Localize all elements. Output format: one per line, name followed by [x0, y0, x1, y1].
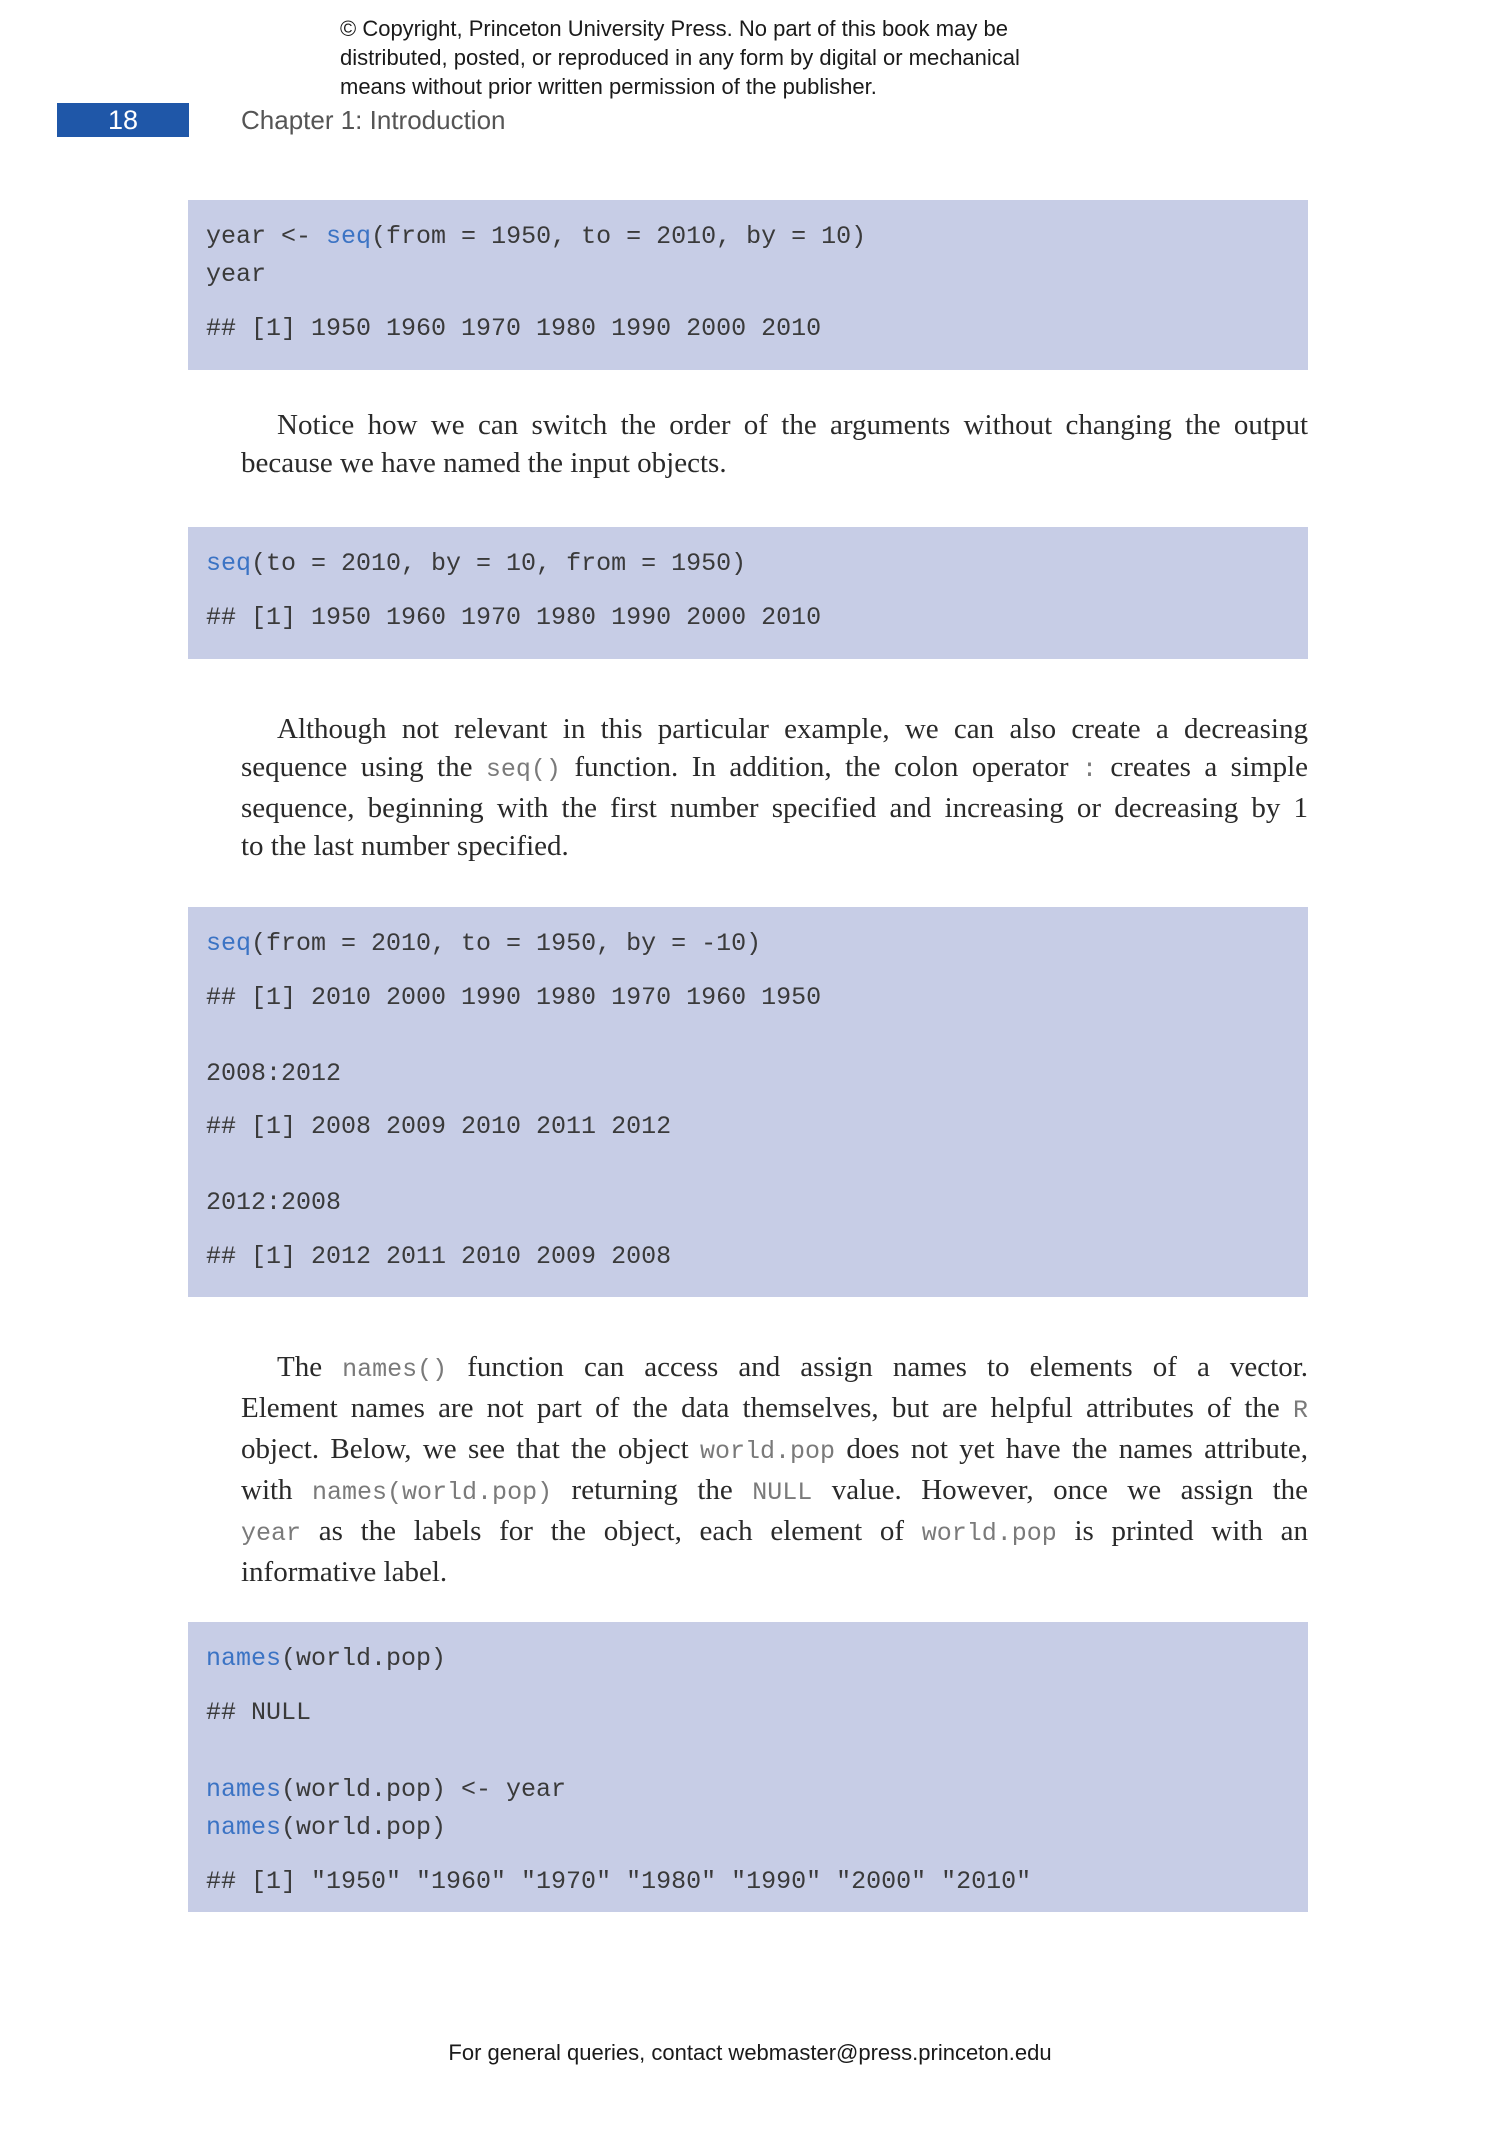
code-line: names(world.pop) <- year — [206, 1775, 567, 1804]
running-head: Chapter 1: Introduction — [241, 105, 506, 135]
code-block-4 — [188, 1622, 1308, 1912]
code-output: ## [1] "1950" "1960" "1970" "1980" "1990" "2000" "2010" — [206, 1867, 1032, 1896]
code-line: names(world.pop) — [206, 1813, 447, 1842]
footer: For general queries, contact webmaster@press.princeton.edu — [448, 2040, 1052, 2065]
code-output: ## [1] 2010 2000 1990 1980 1970 1960 1950 — [206, 983, 822, 1012]
code-line: seq(to = 2010, by = 10, from = 1950) — [206, 549, 747, 578]
code-block-1 — [188, 200, 1308, 370]
paragraph-1: Notice how we can switch the order of the arguments without changing the output because we have named the input objects. — [241, 409, 1308, 479]
code-line: 2012:2008 — [206, 1188, 342, 1217]
copyright-notice — [340, 14, 1140, 101]
code-line: year — [206, 260, 267, 289]
code-line: seq(from = 2010, to = 1950, by = -10) — [206, 929, 762, 958]
code-output: ## [1] 2008 2009 2010 2011 2012 — [206, 1112, 672, 1141]
code-line: 2008:2012 — [206, 1059, 342, 1088]
code-block-2 — [188, 527, 1308, 659]
code-output: ## [1] 2012 2011 2010 2009 2008 — [206, 1242, 672, 1271]
paragraph-2: Although not relevant in this particular example, we can also create a decreasing sequence using the seq() function. In addition, the colon operator : creates a simple sequence, beginning with the first number specified and increasing or decreasing by 1 to the last number specified. — [241, 713, 1309, 862]
code-line: year <- seq(from = 1950, to = 2010, by = 10) — [206, 222, 867, 251]
code-block-3 — [188, 907, 1308, 1297]
code-output: ## [1] 1950 1960 1970 1980 1990 2000 2010 — [206, 603, 822, 632]
copyright-line: means without prior written permission of the publisher. — [340, 74, 877, 99]
code-output: ## [1] 1950 1960 1970 1980 1990 2000 2010 — [206, 314, 822, 343]
copyright-line: © Copyright, Princeton University Press. No part of this book may be — [340, 16, 1008, 41]
copyright-line: distributed, posted, or reproduced in any form by digital or mechanical — [340, 45, 1020, 70]
page-number: 18 — [57, 103, 189, 137]
code-line: names(world.pop) — [206, 1644, 447, 1673]
code-output: ## NULL — [206, 1698, 312, 1727]
paragraph-3: The names() function can access and assign names to elements of a vector. Element names are not part of the data themselves, but are helpful attributes of the R object. Below, we see that the object world.pop does not yet have the names attribute, with names(world.pop) returning the NULL value. However, once we assign the year as the labels for the object, each element of world.pop is printed with an informative label. — [241, 1351, 1308, 1588]
